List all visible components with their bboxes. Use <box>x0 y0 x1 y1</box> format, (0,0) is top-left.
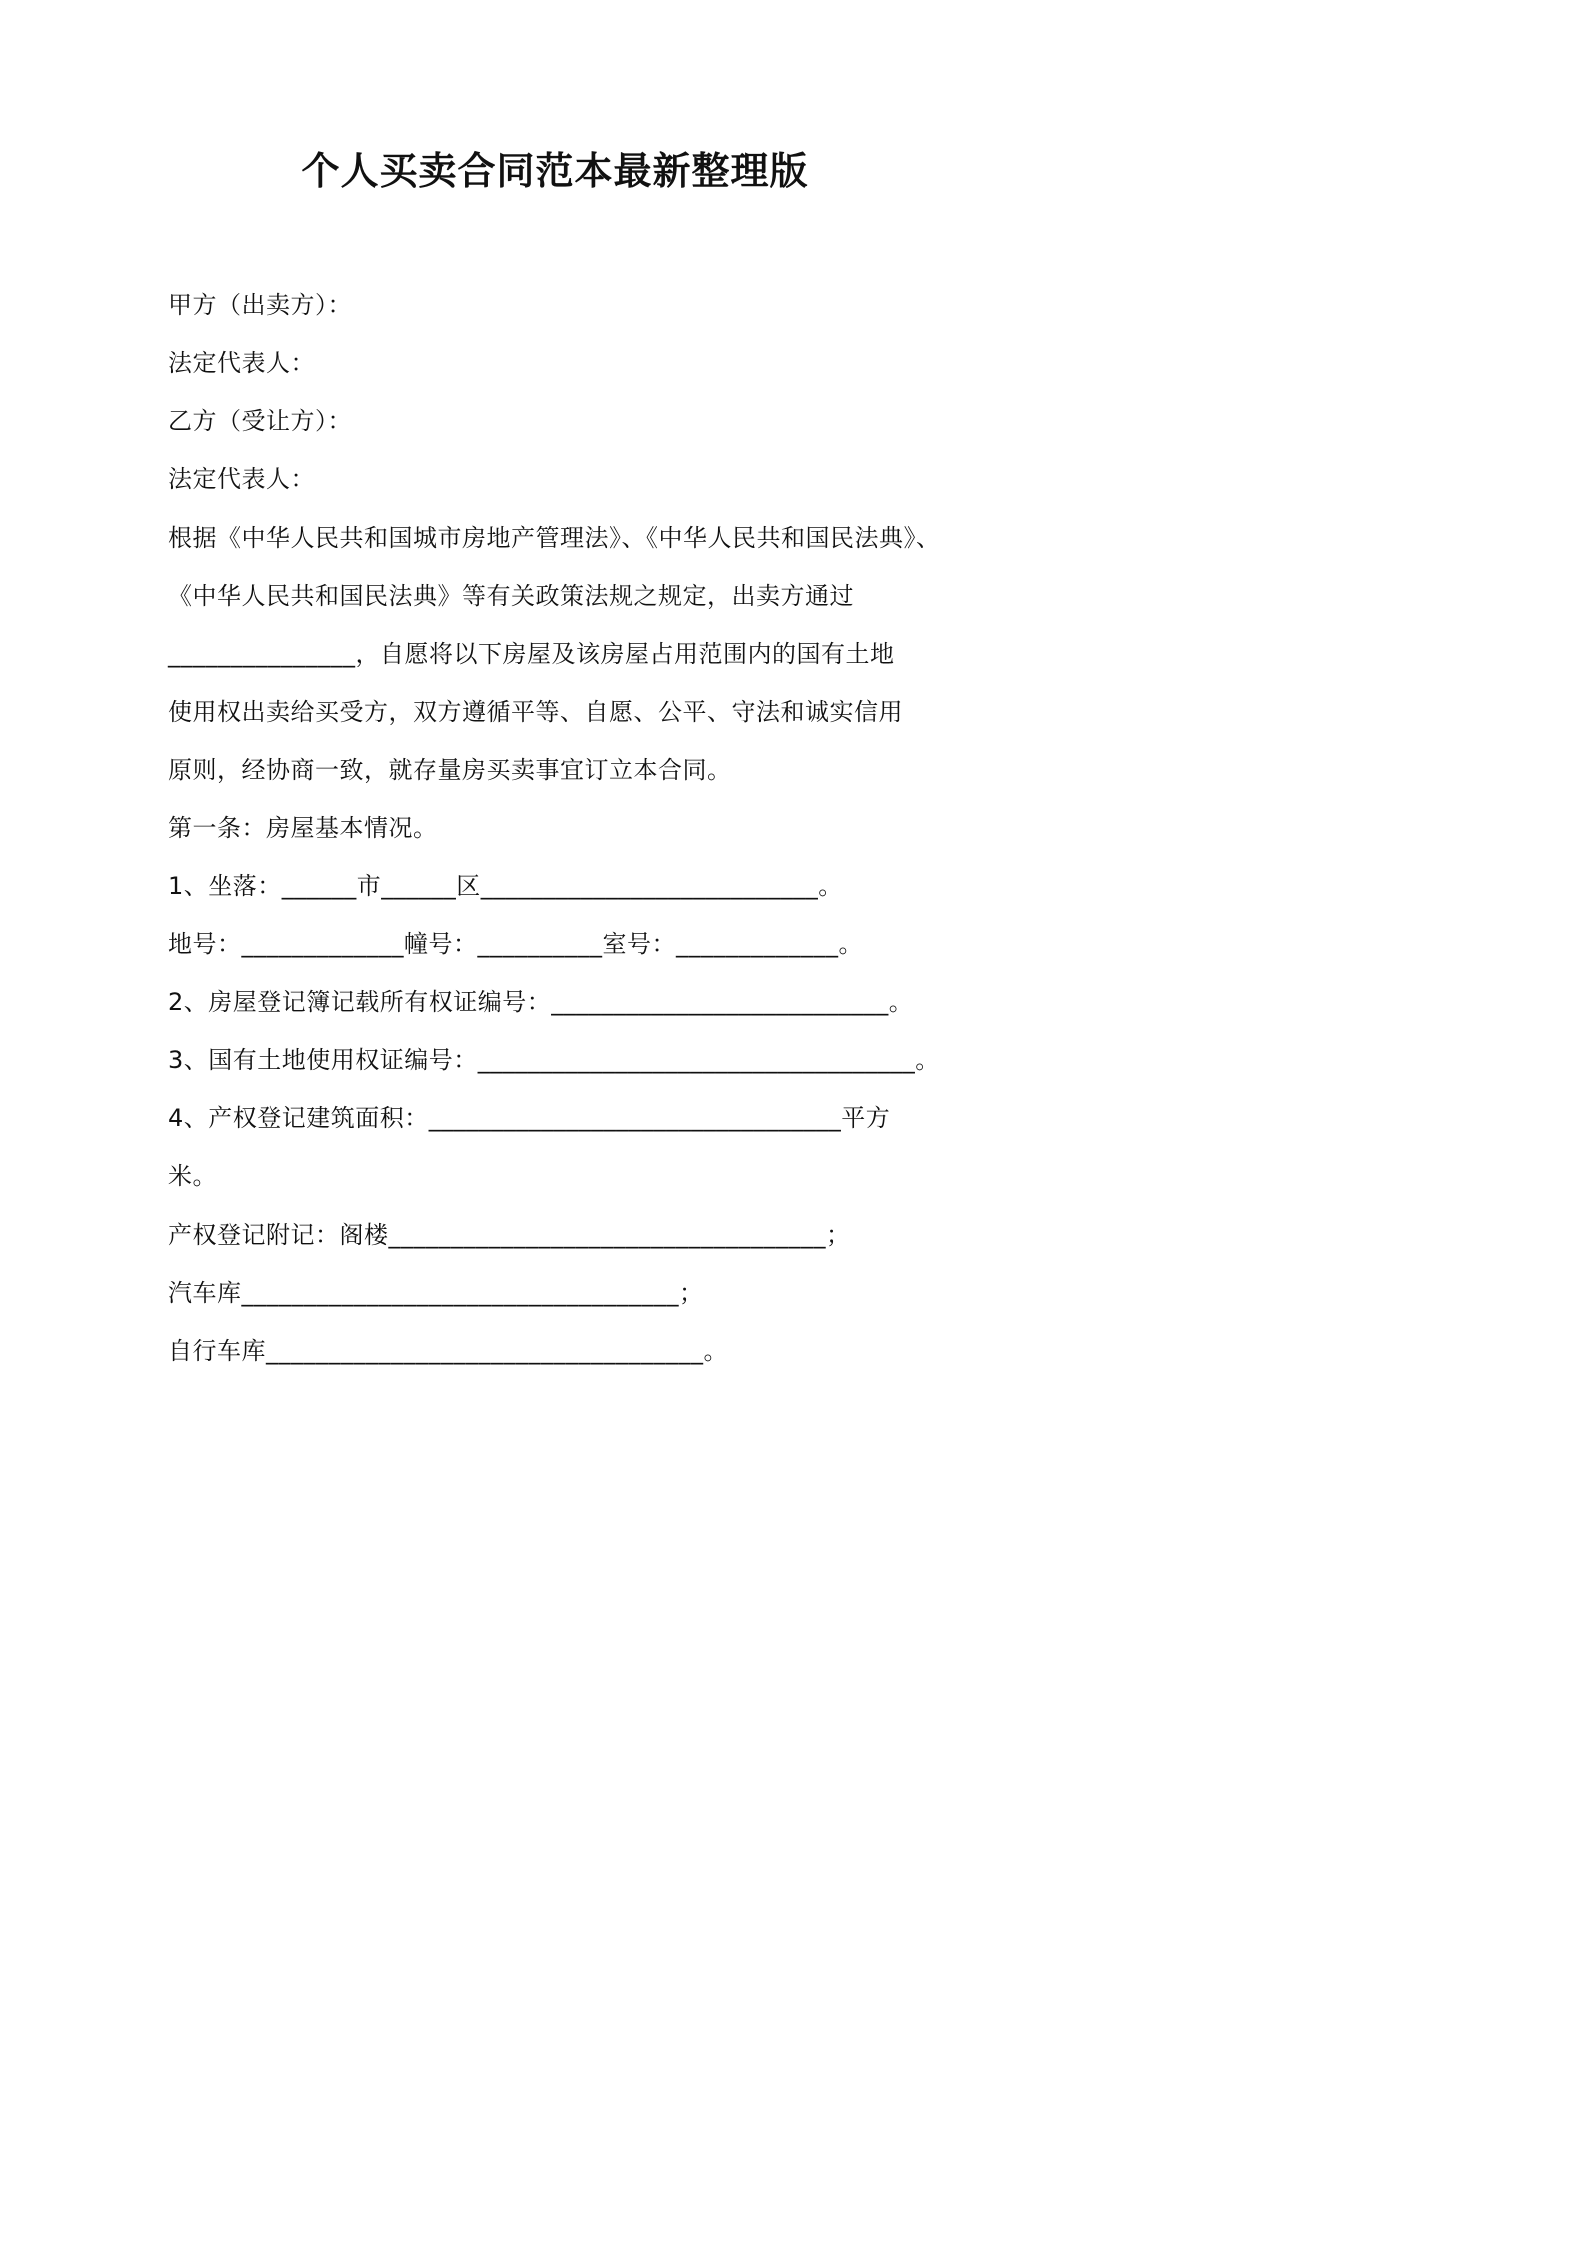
document-page <box>0 0 1100 1556</box>
party-a-representative-line: 法定代表人： <box>168 349 315 377</box>
land-use-certificate-line: 3、国有土地使用权证编号：___________________________________。 <box>168 1046 940 1074</box>
preamble-line-1: 根据《中华人民共和国城市房地产管理法》、《中华人民共和国民法典》、 <box>168 524 941 552</box>
article-1-heading: 第一条：房屋基本情况。 <box>168 814 438 842</box>
party-b-representative-line: 法定代表人： <box>168 465 315 493</box>
ownership-certificate-line: 2、房屋登记簿记载所有权证编号：___________________________。 <box>168 988 914 1016</box>
location-line: 1、坐落：______市______区___________________________。 <box>168 872 843 900</box>
party-a-seller-line: 甲方（出卖方）： <box>168 291 352 319</box>
floor-area-unit-line: 米。 <box>168 1162 217 1190</box>
lot-building-room-line: 地号：_____________幢号：__________室号：_____________。 <box>168 930 863 958</box>
preamble-line-4: 使用权出卖给买受方，双方遵循平等、自愿、公平、守法和诚实信用 <box>168 698 903 726</box>
preamble-line-2: 《中华人民共和国民法典》等有关政策法规之规定，出卖方通过 <box>168 582 854 610</box>
party-b-buyer-line: 乙方（受让方）： <box>168 407 352 435</box>
document-title: 个人买卖合同范本最新整理版 <box>301 149 809 193</box>
preamble-line-5: 原则，经协商一致，就存量房买卖事宜订立本合同。 <box>168 756 732 784</box>
bicycle-garage-line: 自行车库___________________________________。 <box>168 1337 728 1365</box>
preamble-line-3: _______________，自愿将以下房屋及该房屋占用范围内的国有土地 <box>168 640 895 668</box>
floor-area-line: 4、产权登记建筑面积：_________________________________平方 <box>168 1104 891 1132</box>
garage-line: 汽车库___________________________________； <box>168 1279 704 1307</box>
attic-note-line: 产权登记附记：阁楼___________________________________； <box>168 1221 851 1249</box>
